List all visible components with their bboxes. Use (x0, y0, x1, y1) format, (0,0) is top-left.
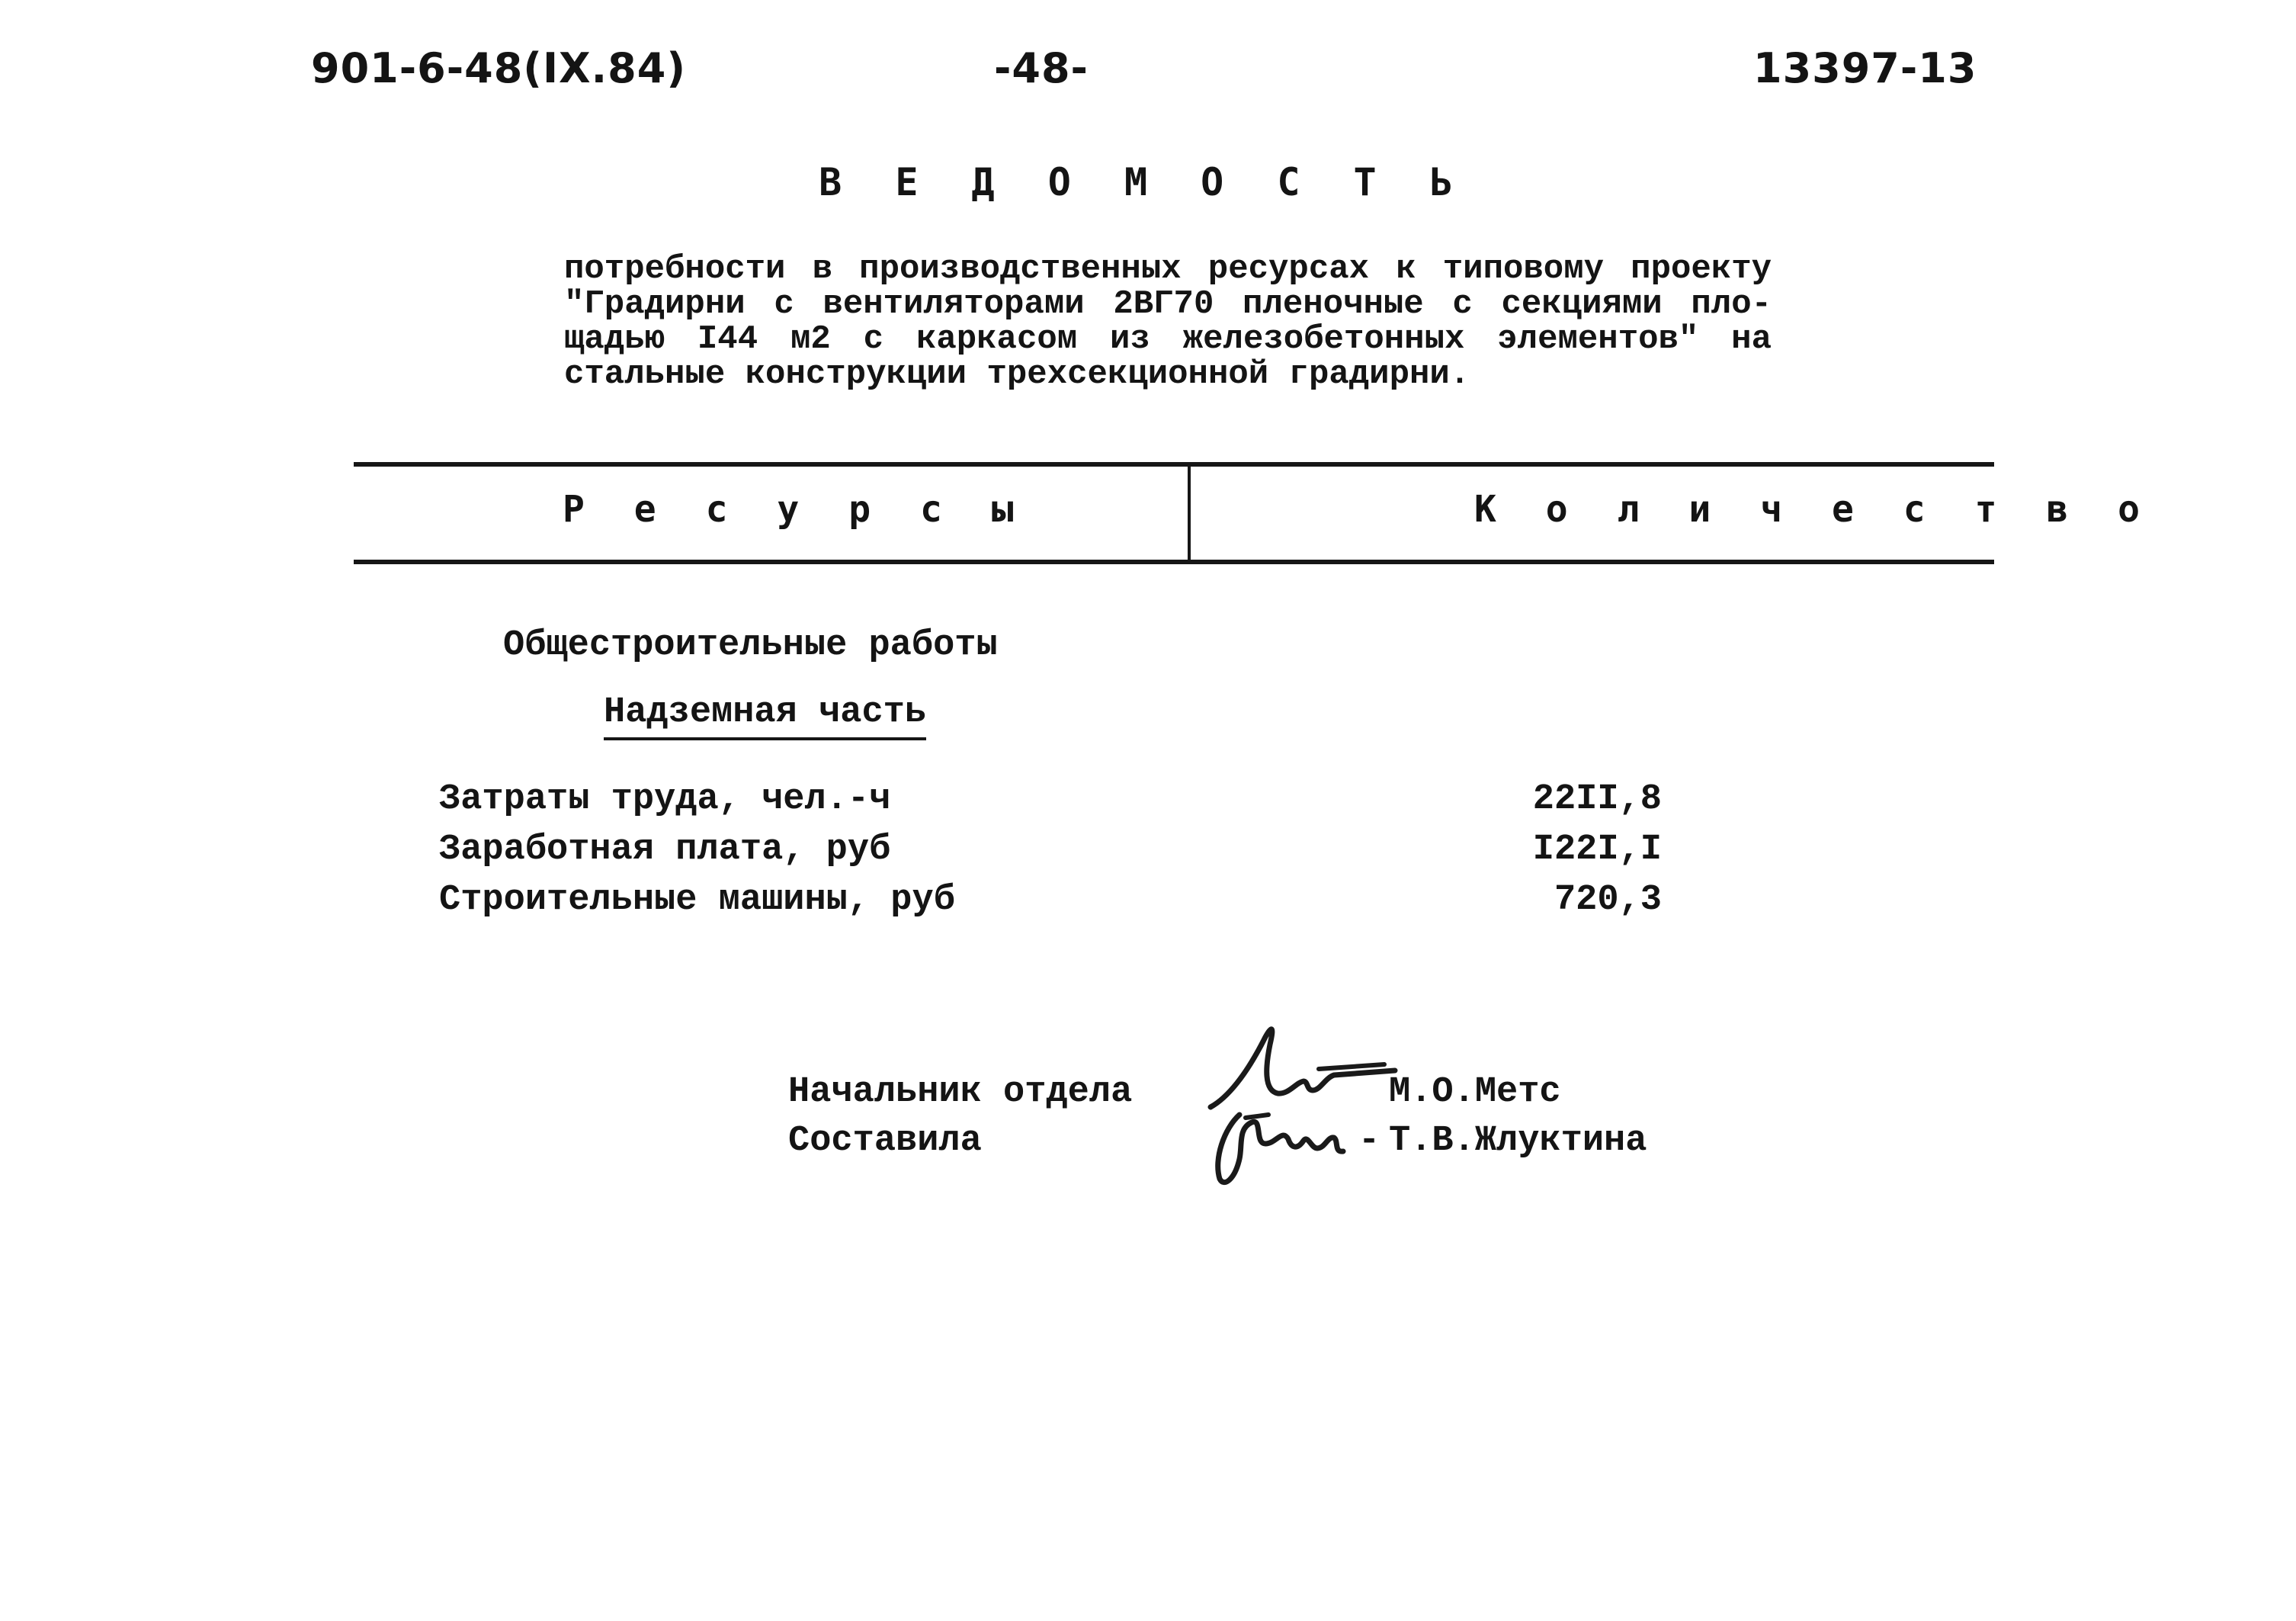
resource-quantity: 22II,8 (1532, 779, 1662, 820)
table-header-bottom-rule (354, 560, 1994, 564)
section-title: Общестроительные работы (503, 625, 998, 666)
signature-dash: - (1358, 1121, 1380, 1161)
column-divider (1188, 462, 1191, 564)
resource-quantity: I22I,I (1532, 830, 1662, 870)
subtitle-line: стальные конструкции трехсекционной градирни. (564, 355, 1470, 393)
document-code: 901-6-48(IX.84) (311, 44, 687, 92)
document-subtitle (564, 252, 1772, 392)
resource-name: Заработная плата, руб (439, 830, 891, 870)
handwritten-signature-zhluktina (1209, 1106, 1358, 1189)
column-header-quantity: К о л и ч е с т в о (1474, 488, 2154, 531)
signatory-role: Составила (788, 1121, 982, 1161)
resource-name: Строительные машины, руб (439, 880, 955, 920)
subsection-title: Надземная часть (604, 692, 926, 740)
signatory-name: Т.В.Жлуктина (1389, 1121, 1647, 1161)
column-header-resources: Р е с у р с ы (563, 488, 1028, 531)
sheet-number: 13397-13 (1753, 44, 1977, 92)
subtitle-line: "Градирни с вентиляторами 2ВГ70 пленочные с секциями пло- (564, 285, 1772, 323)
resource-name: Затраты труда, чел.-ч (439, 779, 891, 820)
page-number: -48- (994, 44, 1089, 92)
table-top-rule (354, 462, 1994, 467)
resource-quantity: 720,3 (1554, 880, 1662, 920)
signatory-role: Начальник отдела (788, 1072, 1133, 1112)
handwritten-signature-mets (1204, 1014, 1395, 1121)
signatory-name: М.О.Метс (1389, 1072, 1561, 1112)
subtitle-line: потребности в производственных ресурсах к типовому проекту (564, 250, 1772, 288)
subtitle-line: щадью I44 м2 с каркасом из железобетонных элементов" на (564, 320, 1772, 358)
document-title: В Е Д О М О С Т Ь (819, 160, 1468, 204)
